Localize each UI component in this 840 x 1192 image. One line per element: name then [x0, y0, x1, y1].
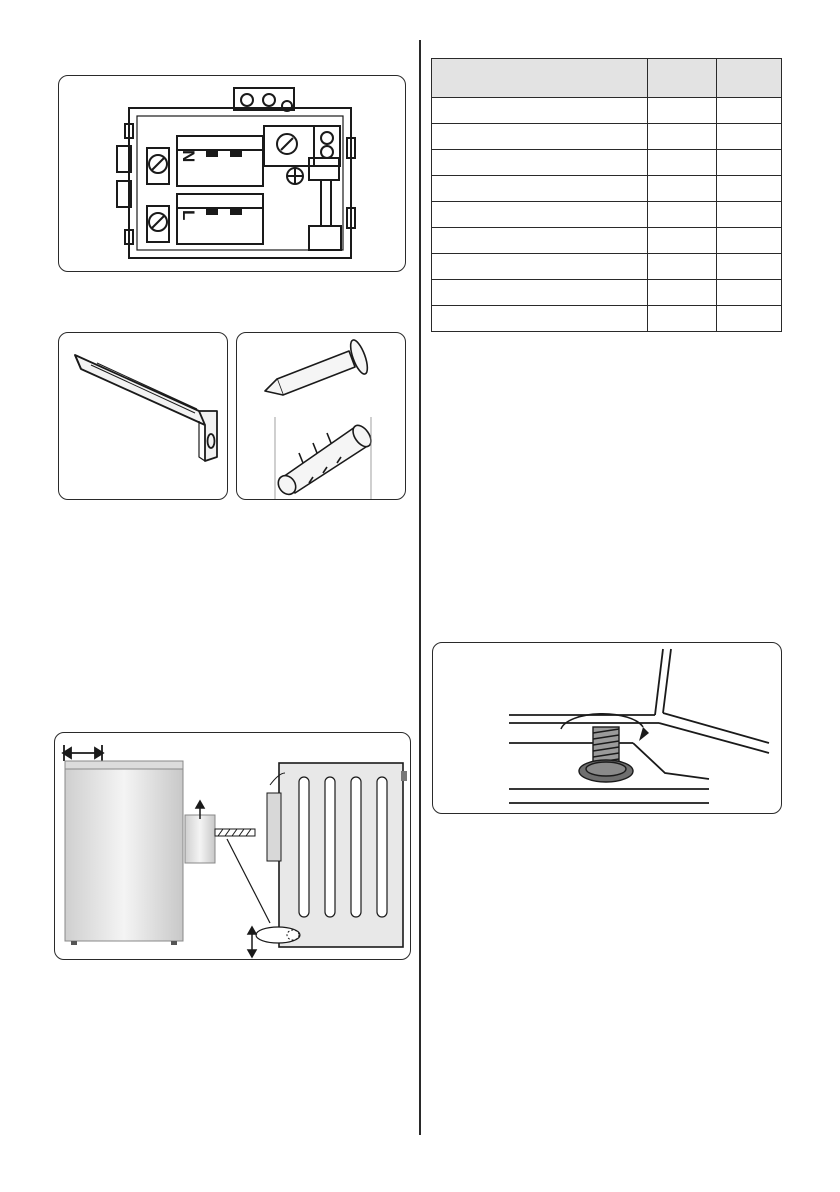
- table-row: [432, 176, 782, 202]
- table-cell: [717, 280, 782, 306]
- table-row: [432, 228, 782, 254]
- table-cell: [648, 98, 717, 124]
- table-row: [432, 98, 782, 124]
- table-cell: [717, 228, 782, 254]
- table-row: [432, 254, 782, 280]
- table-cell: [432, 176, 648, 202]
- table-row: [432, 280, 782, 306]
- terminal-block-figure: [58, 75, 406, 272]
- screw-plug-icon: [237, 333, 405, 499]
- table-cell: [648, 228, 717, 254]
- table-cell: [717, 176, 782, 202]
- table-cell: [648, 176, 717, 202]
- table-row: [432, 202, 782, 228]
- table-cell: [717, 150, 782, 176]
- column-divider: [419, 40, 421, 1135]
- table-row: [432, 124, 782, 150]
- table-header-cell: [648, 59, 717, 98]
- table-row: [432, 150, 782, 176]
- terminal-block-illustration: [59, 76, 405, 271]
- specification-table: [431, 58, 782, 332]
- appliance-alignment-figure: [54, 732, 411, 960]
- table-cell: [432, 280, 648, 306]
- table-cell: [648, 202, 717, 228]
- table-cell: [717, 254, 782, 280]
- table-cell: [648, 254, 717, 280]
- table-row: [432, 306, 782, 332]
- table-cell: [648, 280, 717, 306]
- table-cell: [432, 306, 648, 332]
- alignment-illustration: [55, 733, 410, 959]
- terminal-label-l: L: [179, 210, 198, 221]
- table-cell: [717, 306, 782, 332]
- screw-and-plug-figure: [236, 332, 406, 500]
- table-cell: [717, 202, 782, 228]
- table-header-cell: [717, 59, 782, 98]
- table-cell: [432, 254, 648, 280]
- table-header-cell: [432, 59, 648, 98]
- table-cell: [648, 150, 717, 176]
- table-cell: [717, 124, 782, 150]
- table-cell: [432, 98, 648, 124]
- adjustable-foot-figure: [432, 642, 782, 814]
- table-cell: [432, 150, 648, 176]
- table-cell: [432, 228, 648, 254]
- bracket-icon: [59, 333, 227, 499]
- table-cell: [648, 306, 717, 332]
- table-cell: [717, 98, 782, 124]
- table-header-row: [432, 59, 782, 98]
- mounting-bracket-figure: [58, 332, 228, 500]
- terminal-label-n: N: [179, 150, 198, 163]
- table-cell: [432, 124, 648, 150]
- table-cell: [648, 124, 717, 150]
- adjustable-foot-illustration: [433, 643, 781, 813]
- table-cell: [432, 202, 648, 228]
